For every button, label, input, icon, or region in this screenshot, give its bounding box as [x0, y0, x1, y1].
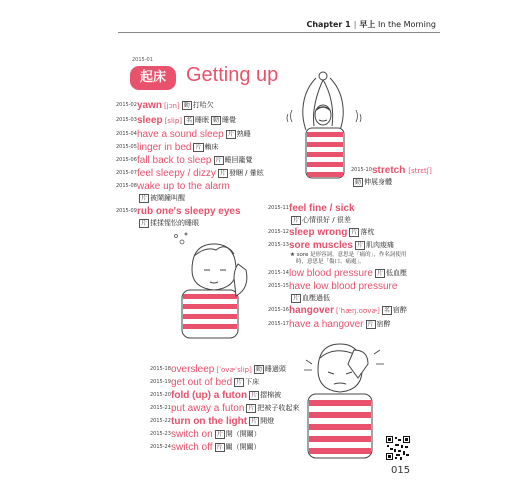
entry-definition: 開燈: [260, 417, 275, 425]
pos-tag: 片: [367, 321, 374, 328]
section-title: Getting up: [186, 64, 279, 86]
pos-tag: 片: [376, 270, 383, 277]
entry-definition: 被鬧鐘叫醒: [150, 194, 186, 202]
entry-ipa: [jɔn]: [164, 102, 180, 110]
vocab-entry: [150, 416, 274, 428]
vocab-entry: [116, 129, 251, 141]
note-line-2: 時，意思是「傷口、痛處」。: [296, 259, 365, 265]
pos-tag: 動: [355, 179, 362, 186]
pos-tag: 名: [186, 117, 193, 124]
entry-code: 2015-10: [351, 167, 372, 173]
entry-term: feel sleepy / dizzy: [137, 168, 216, 179]
chapter-label: Chapter 1: [306, 20, 351, 29]
pos-tag: 片: [216, 444, 223, 451]
pos-tag: 片: [293, 295, 300, 302]
entry-code: 2015-05: [116, 144, 137, 150]
vocab-entry: [116, 100, 214, 112]
entry-term: turn on the light: [171, 416, 248, 427]
entry-term: linger in bed: [137, 142, 192, 153]
entry-definition: 伸展身體: [364, 178, 393, 186]
entry-code: 2015-20: [150, 392, 171, 398]
entry-definition: 低血壓: [385, 269, 407, 277]
header-rule: [118, 32, 440, 33]
entry-term: sleep wrong: [289, 227, 348, 238]
entry-definition: 打哈欠: [192, 101, 214, 109]
vocab-entry: [116, 181, 230, 205]
entry-term: stretch: [372, 165, 406, 176]
entry-definition: 賴床: [204, 143, 219, 151]
vocab-entry: [116, 155, 253, 167]
pos-tag: 動: [183, 102, 190, 109]
entry-definition: 熟睡: [236, 130, 251, 138]
vocab-entry: [268, 281, 397, 305]
vocab-entry: [150, 403, 299, 415]
entry-definition: 睡眠: [195, 116, 210, 124]
vocab-entry: [116, 115, 236, 127]
vocab-entry: [150, 442, 261, 454]
pos-tag: 片: [227, 131, 234, 138]
entry-ipa: [slip]: [164, 117, 183, 125]
entry-code: 2015-15: [268, 283, 289, 289]
pos-tag: 片: [219, 170, 226, 177]
entry-definition: 宿醉: [392, 306, 407, 314]
pos-tag: 片: [293, 217, 300, 224]
entry-code: 2015-18: [150, 366, 171, 372]
entry-definition: 摺棉被: [260, 391, 282, 399]
entry-code: 2015-08: [116, 183, 137, 189]
vocab-entry: [116, 206, 241, 230]
entry-code: 2015-17: [268, 321, 289, 327]
header-separator: |: [353, 20, 357, 29]
entry-term: low blood pressure: [289, 268, 373, 279]
entry-definition: 發睏 / 暈眩: [228, 169, 264, 177]
pos-tag: 片: [248, 405, 255, 412]
chapter-title-zh: 早上: [359, 20, 376, 29]
entry-definition: 關（開關）: [225, 443, 261, 451]
entry-term: get out of bed: [171, 377, 233, 388]
entry-definition: 開（開關）: [225, 430, 261, 438]
entry-term: oversleep: [171, 364, 215, 375]
entry-term: have a hangover: [289, 319, 364, 330]
entry-term: fold (up) a futon: [171, 390, 248, 401]
pos-tag: 動: [255, 366, 262, 373]
section-code: 2015-01: [132, 57, 153, 63]
entry-term: yawn: [137, 100, 163, 111]
entry-definition: 睡回籠覺: [224, 156, 253, 164]
entry-term: hangover: [289, 305, 335, 316]
vocab-entry: [150, 377, 259, 389]
entry-definition: 落枕: [360, 228, 375, 236]
stretching-person-illustration: [286, 70, 364, 180]
entry-code: 2015-07: [116, 170, 137, 176]
entry-term: have low blood pressure: [289, 281, 398, 292]
entry-definition: 心情很好 / 很差: [302, 216, 351, 224]
entry-definition: 下床: [245, 378, 260, 386]
entry-term: rub one's sleepy eyes: [137, 206, 241, 217]
entry-term: wake up to the alarm: [137, 181, 230, 192]
entry-code: 2015-19: [150, 379, 171, 385]
entry-code: 2015-09: [116, 208, 137, 214]
entry-term: switch off: [171, 442, 213, 453]
pos-tag: 片: [215, 157, 222, 164]
vocab-entry: [268, 240, 394, 252]
entry-code: 2015-03: [116, 117, 137, 123]
page-number: 015: [391, 465, 411, 476]
pos-tag: 片: [141, 220, 148, 227]
entry-code: 2015-04: [116, 131, 137, 137]
entry-term: sleep: [137, 115, 163, 126]
entry-code: 2015-12: [268, 229, 289, 235]
vocab-entry: [268, 319, 391, 331]
hangover-person-illustration: [298, 340, 386, 460]
entry-code: 2015-06: [116, 157, 137, 163]
entry-definition: 宿醉: [376, 320, 391, 328]
entry-code: 2015-14: [268, 270, 289, 276]
pos-tag: 片: [356, 242, 363, 249]
pos-tag: 片: [216, 431, 223, 438]
vocab-entry: [150, 429, 261, 441]
section-badge: 起床: [130, 66, 176, 90]
entry-code: 2015-11: [268, 205, 289, 211]
vocab-entry: [268, 305, 407, 317]
entry-code: 2015-23: [150, 431, 171, 437]
entry-ipa: [ˈovɚˈslip]: [216, 366, 252, 374]
qr-code-icon: [386, 436, 410, 460]
entry-definition: 血壓過低: [302, 294, 331, 302]
vocab-entry: [268, 203, 355, 227]
vocab-entry: [116, 168, 264, 180]
pos-tag: 片: [351, 229, 358, 236]
entry-code: 2015-02: [116, 102, 137, 108]
vocab-entry: [150, 364, 286, 376]
entry-code: 2015-21: [150, 405, 171, 411]
entry-definition: 把被子收起來: [257, 404, 300, 412]
entry-code: 2015-13: [268, 242, 289, 248]
entry-ipa: [strɛtʃ]: [408, 167, 432, 175]
rubbing-eyes-illustration: [170, 230, 258, 340]
pos-tag: 片: [251, 418, 258, 425]
entry-code: 2015-16: [268, 307, 289, 313]
vocab-entry: [116, 142, 219, 154]
chapter-header: [306, 19, 436, 30]
entry-term: feel fine / sick: [289, 203, 355, 214]
pos-tag: 片: [141, 195, 148, 202]
entry-term: have a sound sleep: [137, 129, 224, 140]
pos-tag: 片: [251, 392, 258, 399]
vocab-entry: [268, 268, 407, 280]
entry-definition: 睡過頭: [264, 365, 286, 373]
pos-tag: 片: [195, 144, 202, 151]
usage-note: [290, 252, 440, 266]
entry-term: switch on: [171, 429, 213, 440]
pos-tag: 動: [213, 117, 220, 124]
chapter-title-en: In the Morning: [377, 20, 436, 29]
note-line-1: ★ sore 是形容詞，意思是「痛的」，作名詞使用: [290, 252, 407, 258]
entry-code: 2015-22: [150, 418, 171, 424]
entry-definition: 揉揉惺忪的睡眼: [150, 219, 200, 227]
pos-tag: 名: [383, 307, 390, 314]
entry-term: sore muscles: [289, 240, 353, 251]
entry-term: put away a futon: [171, 403, 245, 414]
vocab-entry: [268, 227, 374, 239]
entry-code: 2015-24: [150, 444, 171, 450]
entry-definition: 肌肉痠痛: [365, 241, 394, 249]
entry-definition: 睡覺: [222, 116, 237, 124]
entry-term: fall back to sleep: [137, 155, 212, 166]
vocab-entry: [150, 390, 281, 402]
entry-ipa: [ˈhæŋ.oʊvɚ]: [336, 307, 380, 315]
pos-tag: 片: [236, 379, 243, 386]
